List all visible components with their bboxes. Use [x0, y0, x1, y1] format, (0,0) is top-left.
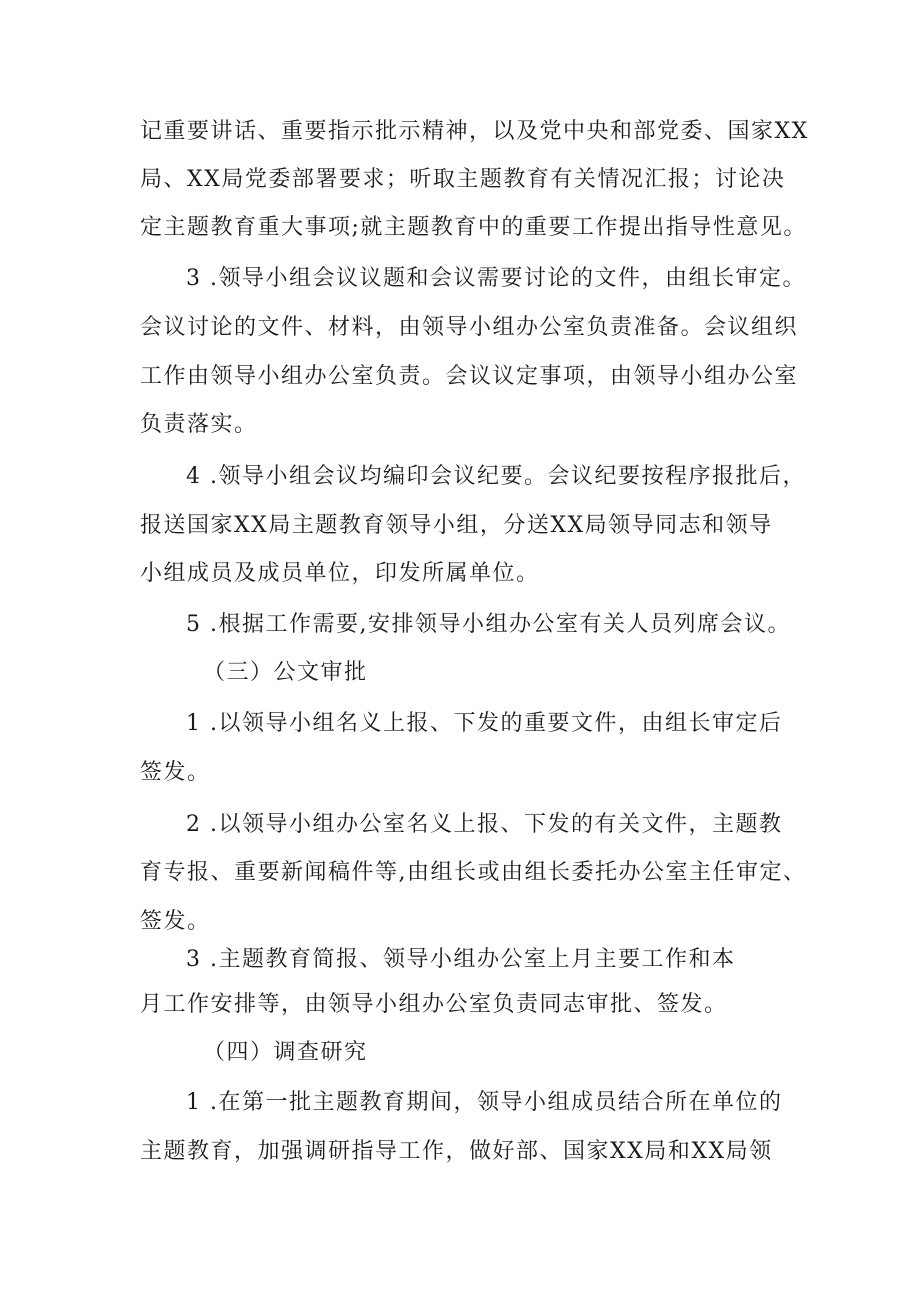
item-3-line-2: 会议讨论的文件、材料，由领导小组办公室负责准备。会议组织 — [140, 315, 799, 340]
item-4-first-line: 4 .领导小组会议均编印会议纪要。会议纪要按程序报批后， — [186, 464, 806, 489]
body-line-1: 记重要讲话、重要指示批示精神，以及党中央和部党委、国家XX — [140, 119, 809, 144]
approval-item-2-line-3: 签发。 — [140, 909, 211, 934]
item-5-line: 5 .根据工作需要,安排领导小组办公室有关人员列席会议。 — [186, 612, 791, 637]
approval-item-3-line-2: 月工作安排等，由领导小组办公室负责同志审批、签发。 — [140, 992, 728, 1017]
approval-item-2-line-2: 育专报、重要新闻稿件等,由组长或由组长委托办公室主任审定、 — [140, 860, 807, 885]
item-4-line-3: 小组成员及成员单位，印发所属单位。 — [140, 561, 540, 586]
item-3-line-3: 工作由领导小组办公室负责。会议议定事项，由领导小组办公室 — [140, 364, 799, 389]
section-heading-investigation: （四）调查研究 — [203, 1040, 368, 1065]
approval-item-2-first-line: 2 .以领导小组办公室名义上报、下发的有关文件，主题教 — [186, 812, 783, 837]
research-item-1-line-2: 主题教育，加强调研指导工作，做好部、国家XX局和XX局领 — [140, 1139, 773, 1164]
approval-item-3-first-line: 3 .主题教育简报、领导小组办公室上月主要工作和本 — [186, 947, 736, 972]
item-4-line-2: 报送国家XX局主题教育领导小组，分送XX局领导同志和领导 — [140, 513, 773, 538]
body-line-2: 局、XX局党委部署要求；听取主题教育有关情况汇报；讨论决 — [140, 167, 786, 192]
research-item-1-first-line: 1 .在第一批主题教育期间，领导小组成员结合所在单位的 — [186, 1090, 783, 1115]
approval-item-1-first-line: 1 .以领导小组名义上报、下发的重要文件，由组长审定后 — [186, 711, 783, 736]
item-3-line-4: 负责落实。 — [140, 412, 258, 437]
body-line-3: 定主题教育重大事项;就主题教育中的重要工作提出指导性意见。 — [140, 215, 807, 240]
section-heading-document-approval: （三）公文审批 — [203, 660, 368, 685]
item-3-first-line: 3 .领导小组会议议题和会议需要讨论的文件，由组长审定。 — [186, 266, 806, 291]
approval-item-1-line-2: 签发。 — [140, 760, 211, 785]
